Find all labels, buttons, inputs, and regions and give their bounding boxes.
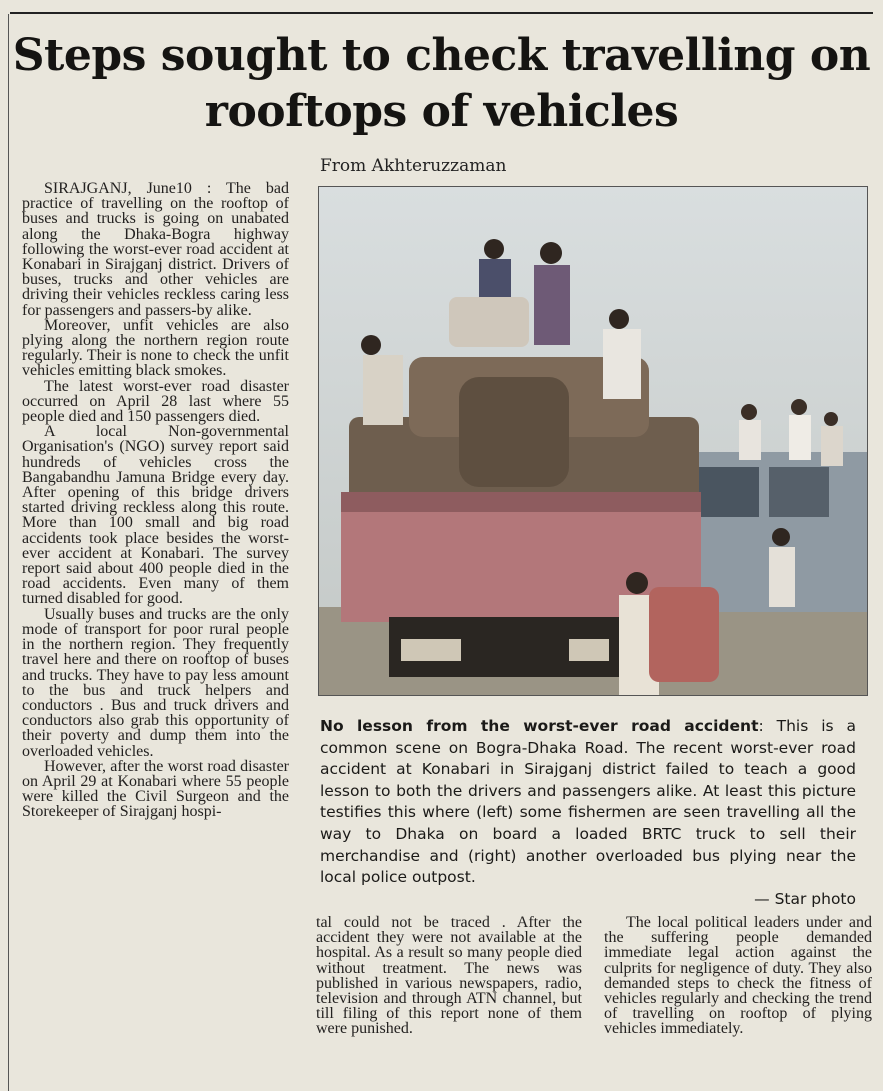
caption-text: : This is a common scene on Bogra-Dhaka Road. The recent worst-ever road accident at Konabari in Sirajganj district failed to teach a good lesson to both the drivers and passengers alike. At least this picture testifies this where (left) some fishermen are seen travelling all the way to Dhaka on board a loaded BRTC truck to sell their merchandise and (right) another overloaded bus plying near the local police outpost. [320, 717, 856, 887]
paragraph: Moreover, unfit vehicles are also plying along the northern region route regularly. Their is none to check the unfit vehicles emitting black smokes. [22, 316, 289, 380]
paragraph: The local political leaders under and the suffering people demanded immediate legal action against the culprits for negligence of duty. They also demanded steps to check the fitness of vehicles regularly and checking the trend of travelling on rooftop of plying vehicles immediately. [604, 914, 872, 1038]
paragraph: However, after the worst road disaster on April 29 at Konabari where 55 people were killed the Civil Surgeon and the Storekeeper of Sirajganj hospi- [22, 757, 289, 821]
paragraph: SIRAJGANJ, June10 : The bad practice of travelling on the rooftop of buses and trucks is going on unabated along the Dhaka-Bogra highway following the worst-ever road accident at Konabari in Sirajganj district. Drivers of buses, trucks and other vehicles are driving their vehicles reckless caring less for passengers and passers-by alike. [22, 180, 289, 319]
photo-credit: — Star photo [754, 889, 856, 908]
article-column-3 [604, 915, 872, 1037]
headline: Steps sought to check travelling on rooftops of vehicles [12, 30, 871, 137]
photo-caption [320, 716, 856, 910]
paragraph: A local Non-governmental Organisation's (NGO) survey report said hundreds of vehicles cross the Bangabandhu Jamuna Bridge every day. After opening of this bridge drivers started driving reckless along this route. More than 100 small and big road accidents took place besides the worst-ever accident at Konabari. The survey report said about 400 people died in the road accidents. Even many of them turned disabled for good. [22, 423, 289, 608]
truck-photo-illustration [319, 187, 867, 695]
article-column-1 [22, 181, 289, 820]
news-photo [318, 186, 868, 696]
left-rule [8, 14, 9, 1091]
article-column-2 [316, 915, 582, 1037]
caption-lead: No lesson from the worst-ever road accident [320, 717, 759, 735]
paragraph: Usually buses and trucks are the only mode of transport for poor rural people in the northern region. They frequently travel here and there on rooftop of buses and trucks. They have to pay less amount to the bus and truck helpers and conductors . Bus and truck drivers and conductors also grab this opportunity of their poverty and dump them into the overloaded vehicles. [22, 605, 289, 760]
paragraph: The latest worst-ever road disaster occurred on April 28 last where 55 people died and 150 passengers died. [22, 377, 289, 426]
top-rule [10, 12, 873, 14]
byline: From Akhteruzzaman [320, 156, 507, 176]
paragraph: tal could not be traced . After the accident they were not available at the hospital. As a result so many people died without treatment. The news was published in various newspapers, radio, television and through ATN channel, but till filing of this report none of them were punished. [316, 914, 582, 1038]
